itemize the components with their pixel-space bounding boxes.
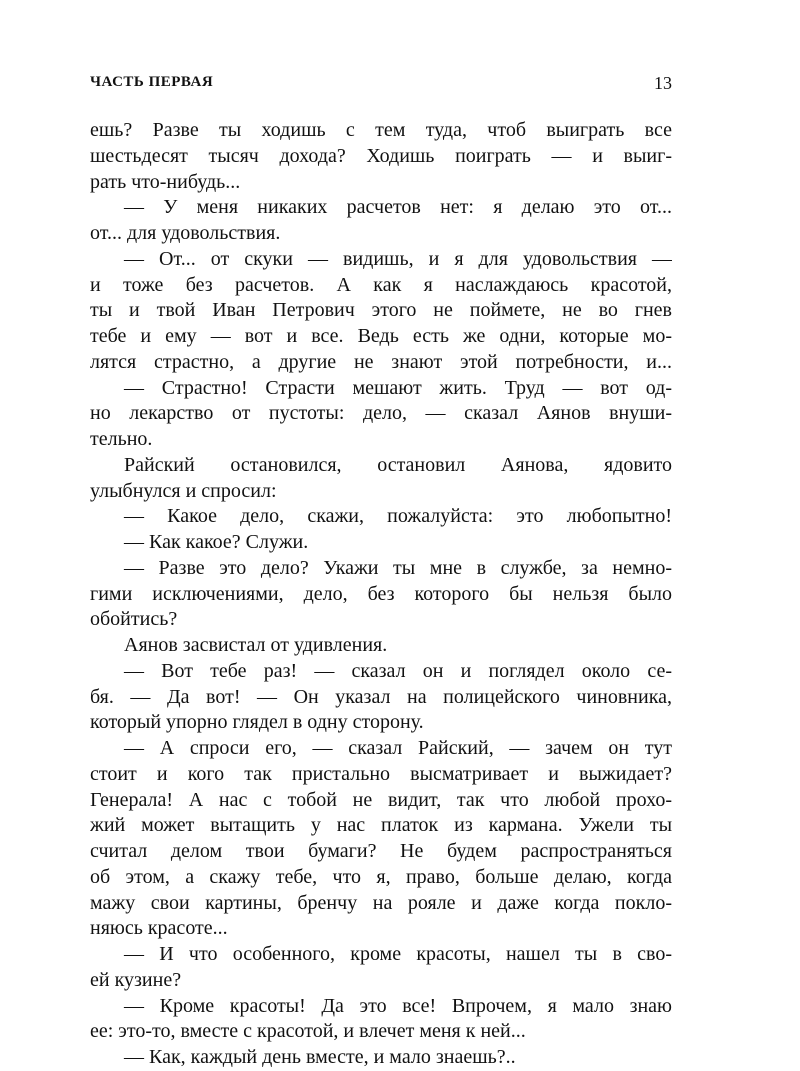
text-line: ей кузине? — [90, 968, 182, 991]
text-line: ее: это-то, вместе с красотой, и влечет меня к ней... — [90, 1020, 526, 1043]
text-line: и тоже без расчетов. А как я наслаждаюсь красотой, — [90, 273, 672, 296]
text-line: ты и твой Иван Петрович этого не поймете, не во гнев — [90, 299, 672, 322]
text-line: — Страстно! Страсти мешают жить. Труд — вот од- — [124, 376, 672, 399]
running-head: ЧАСТЬ ПЕРВАЯ — [90, 74, 214, 90]
text-line: лятся страстно, а другие не знают этой потребности, и... — [90, 350, 672, 373]
text-line: считал делом твои бумаги? Не будем распространяться — [90, 840, 672, 862]
text-line: тебе и ему — вот и все. Ведь есть же одни, которые мо- — [90, 325, 672, 347]
text-line: бя. — Да вот! — Он указал на полицейского чиновника, — [90, 685, 672, 708]
text-line: — Какое дело, скажи, пожалуйста: это любопытно! — [124, 505, 672, 528]
text-line: стоит и кого так пристально высматривает и выжидает? — [90, 762, 672, 785]
body-text — [90, 118, 672, 1071]
text-line: гими исключениями, дело, без которого бы нельзя было — [90, 582, 672, 605]
text-line: — А спроси его, — сказал Райский, — зачем он тут — [124, 737, 672, 759]
text-line: ешь? Разве ты ходишь с тем туда, чтоб выиграть все — [90, 119, 672, 141]
text-line: обойтись? — [90, 608, 178, 631]
text-line: — Кроме красоты! Да это все! Впрочем, я мало знаю — [124, 994, 672, 1017]
text-line: тельно. — [90, 428, 153, 450]
text-line: — Как какое? Служи. — [124, 531, 309, 553]
text-line: — У меня никаких расчетов нет: я делаю это от... — [124, 196, 672, 219]
text-line: Аянов засвистал от удивления. — [124, 634, 388, 656]
text-line: мажу свои картины, бренчу на рояле и даже когда покло- — [90, 891, 672, 914]
text-line: — Разве это дело? Укажи ты мне в службе, за немно- — [124, 556, 672, 579]
text-line: няюсь красоте... — [90, 917, 228, 940]
text-line: — И что особенного, кроме красоты, нашел ты в сво- — [124, 943, 672, 965]
page-number: 13 — [654, 73, 672, 93]
text-line: от... для удовольствия. — [90, 222, 281, 244]
text-line: улыбнулся и спросил: — [90, 479, 277, 502]
text-line: рать что-нибудь... — [90, 170, 241, 193]
text-line: — Как, каждый день вместе, и мало знаешь?.. — [124, 1046, 516, 1068]
text-line: но лекарство от пустоты: дело, — сказал Аянов внуши- — [90, 402, 672, 425]
text-line: шестьдесят тысяч дохода? Ходишь поиграть — и выиг- — [90, 144, 672, 167]
text-line: Генерала! А нас с тобой не видит, так что любой прохо- — [90, 788, 672, 811]
text-line: жий может вытащить у нас платок из кармана. Ужели ты — [90, 814, 672, 837]
text-line: об этом, а скажу тебе, что я, право, больше делаю, когда — [90, 865, 672, 888]
text-line: — От... от скуки — видишь, и я для удовольствия — — [124, 247, 672, 270]
text-line: — Вот тебе раз! — сказал он и поглядел около се- — [124, 659, 672, 682]
text-line: Райский остановился, остановил Аянова, ядовито — [124, 453, 672, 476]
text-line: который упорно глядел в одну сторону. — [90, 711, 424, 734]
